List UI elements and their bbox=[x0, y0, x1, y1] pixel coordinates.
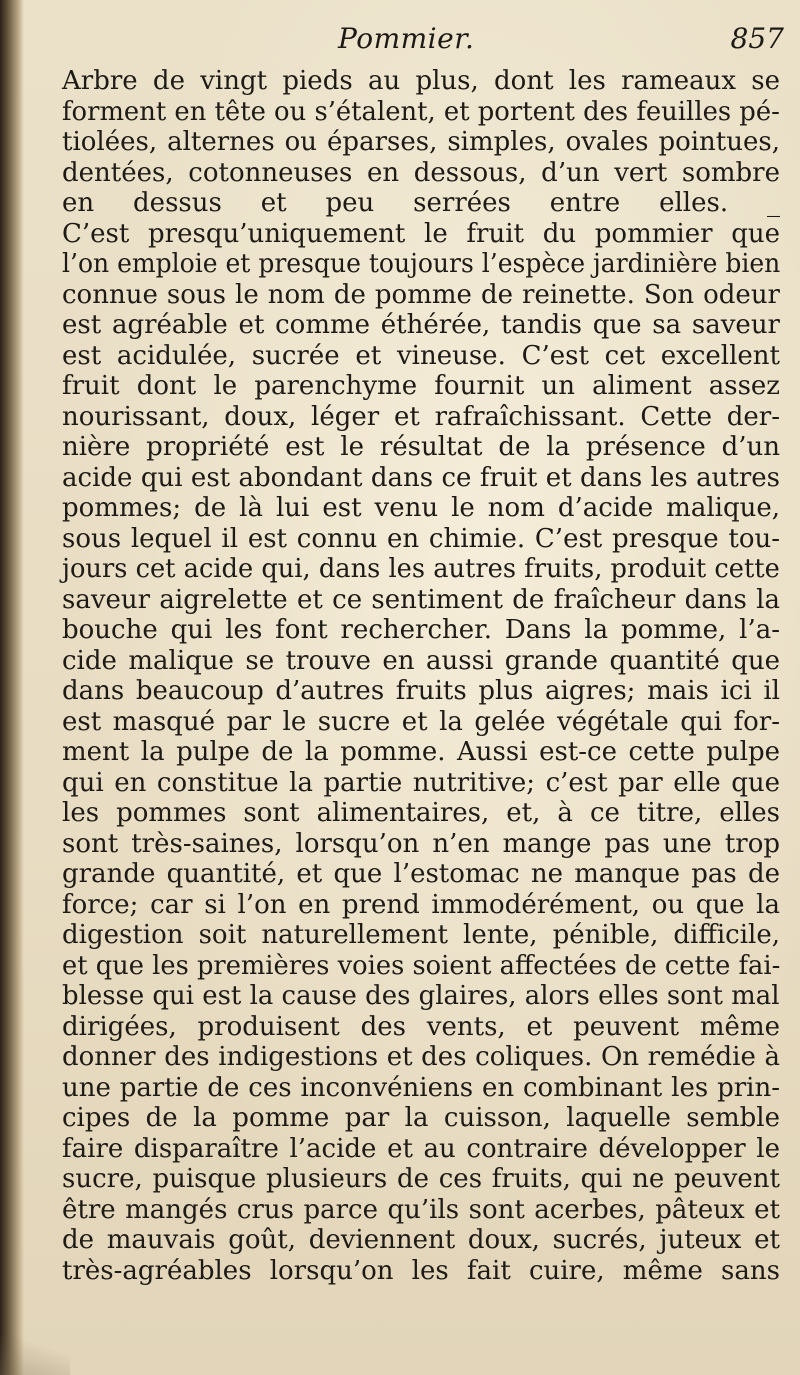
text-line: de mauvais goût, deviennent doux, sucrés, juteux et bbox=[62, 1225, 780, 1255]
binding-gutter bbox=[0, 0, 24, 1375]
text-line: forment en tête ou s’étalent, et portent des feuilles pé- bbox=[62, 96, 780, 127]
body-text bbox=[62, 66, 780, 1286]
text-line: nourissant, doux, léger et rafraîchissant. Cette der- bbox=[62, 401, 780, 432]
page-corner-shadow bbox=[0, 1335, 70, 1375]
text-line: donner des indigestions et des coliques. On remédie à bbox=[62, 1042, 780, 1072]
text-line: une partie de ces inconvéniens en combinant les prin- bbox=[62, 1072, 780, 1103]
text-line: saveur aigrelette et ce sentiment de fraîcheur dans la bbox=[62, 584, 780, 615]
text-line: est acidulée, sucrée et vineuse. C’est cet excellent bbox=[62, 340, 780, 371]
text-line: sont très-saines, lorsqu’on n’en mange pas une trop bbox=[62, 828, 780, 859]
text-line: sous lequel il est connu en chimie. C’est presque tou- bbox=[62, 523, 780, 554]
text-line: en dessus et peu serrées entre elles. _ bbox=[62, 188, 780, 218]
text-line: les pommes sont alimentaires, et, à ce titre, elles bbox=[62, 798, 780, 828]
text-line: blesse qui est la cause des glaires, alors elles sont mal bbox=[62, 981, 780, 1011]
text-line: digestion soit naturellement lente, pénible, difficile, bbox=[62, 920, 780, 950]
text-line: qui en constitue la partie nutritive; c’est par elle que bbox=[62, 767, 780, 798]
page-number: 857 bbox=[730, 22, 784, 55]
text-line: très-agréables lorsqu’on les fait cuire, même sans bbox=[62, 1255, 780, 1286]
text-line: pommes; de là lui est venu le nom d’acide malique, bbox=[62, 493, 780, 523]
text-line: dans beaucoup d’autres fruits plus aigres; mais ici il bbox=[62, 676, 780, 706]
running-head: Pommier. bbox=[338, 22, 475, 55]
text-line: faire disparaître l’acide et au contraire développer le bbox=[62, 1133, 780, 1164]
text-line: être mangés crus parce qu’ils sont acerbes, pâteux et bbox=[62, 1194, 780, 1225]
text-line: Arbre de vingt pieds au plus, dont les rameaux se bbox=[62, 66, 780, 96]
text-line: bouche qui les font rechercher. Dans la pomme, l’a- bbox=[62, 615, 780, 645]
text-line: nière propriété est le résultat de la présence d’un bbox=[62, 432, 780, 462]
text-line: et que les premières voies soient affectées de cette fai- bbox=[62, 950, 781, 981]
text-line: force; car si l’on en prend immodérément, ou que la bbox=[62, 889, 780, 920]
text-line: est masqué par le sucre et la gelée végétale qui for- bbox=[62, 706, 780, 737]
text-line: est agréable et comme éthérée, tandis que sa saveur bbox=[62, 310, 780, 340]
text-line: jours cet acide qui, dans les autres fruits, produit cette bbox=[62, 554, 780, 584]
text-line: acide qui est abondant dans ce fruit et dans les autres bbox=[62, 462, 780, 493]
text-line: dirigées, produisent des vents, et peuvent même bbox=[62, 1011, 780, 1042]
text-line: C’est presqu’uniquement le fruit du pommier que bbox=[62, 218, 780, 249]
text-line: grande quantité, et que l’estomac ne manque pas de bbox=[62, 859, 780, 889]
text-line: fruit dont le parenchyme fournit un aliment assez bbox=[62, 371, 780, 401]
page-header bbox=[60, 22, 790, 62]
text-line: cipes de la pomme par la cuisson, laquelle semble bbox=[62, 1103, 780, 1133]
text-line: tiolées, alternes ou éparses, simples, ovales pointues, bbox=[62, 127, 780, 157]
text-line: connue sous le nom de pomme de reinette. Son odeur bbox=[62, 279, 780, 310]
text-line: ment la pulpe de la pomme. Aussi est-ce cette pulpe bbox=[62, 737, 780, 767]
text-line: dentées, cotonneuses en dessous, d’un vert sombre bbox=[62, 157, 780, 188]
text-line: sucre, puisque plusieurs de ces fruits, qui ne peuvent bbox=[62, 1164, 780, 1194]
text-line: l’on emploie et presque toujours l’espèce jardinière bien bbox=[62, 249, 781, 279]
text-line: cide malique se trouve en aussi grande quantité que bbox=[62, 645, 780, 676]
